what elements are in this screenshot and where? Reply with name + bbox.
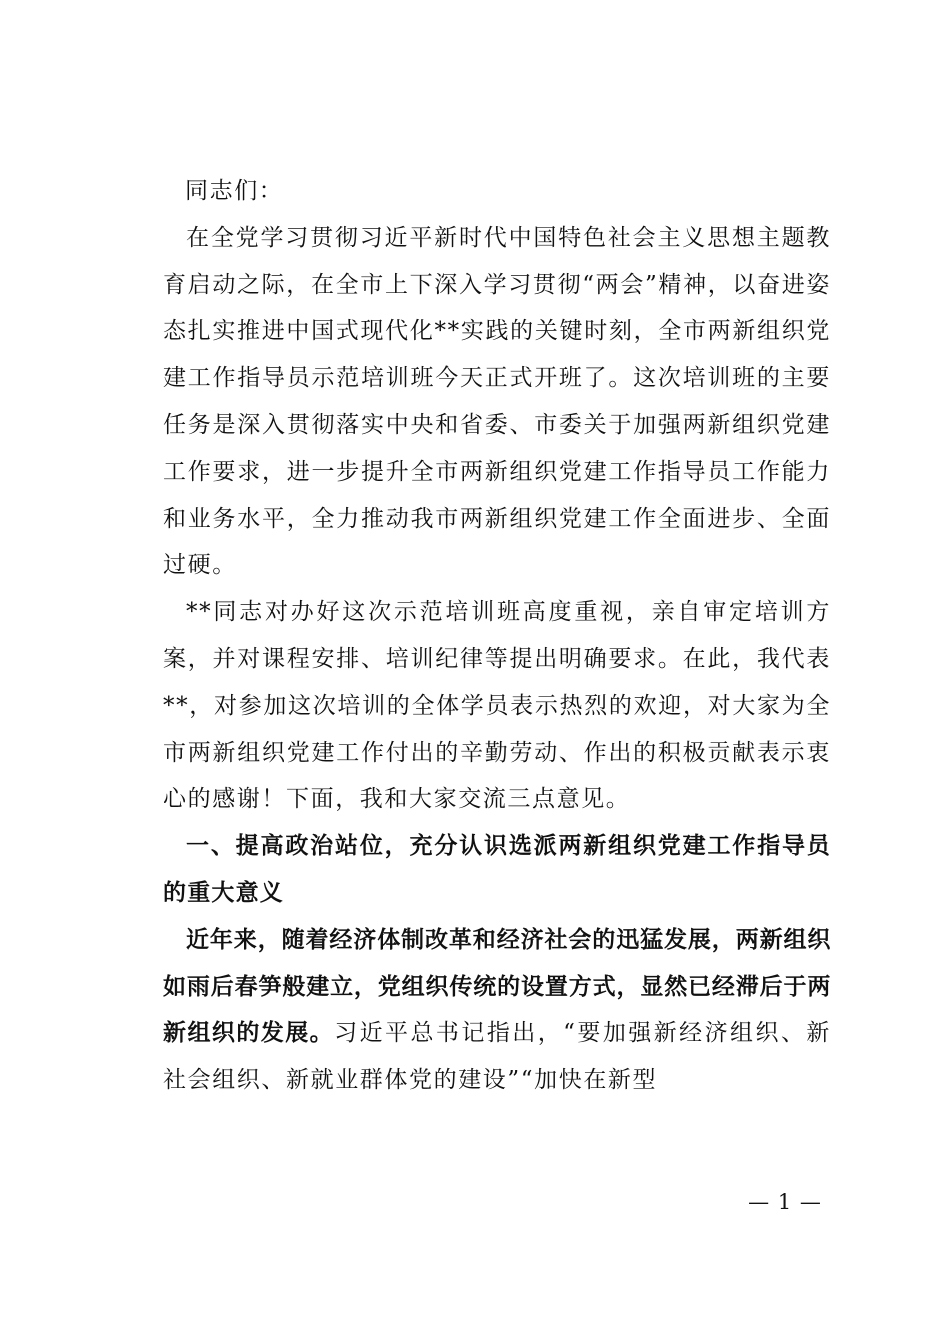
page-number: — 1 — (748, 1190, 822, 1214)
section-paragraph-bold-run: 近年来，随着经济体制改革和经济社会的迅猛发展，两新组织如雨后春笋般建立，党组织传统的设置方式，显然已经滞后于两新组织的发展。 (163, 926, 831, 1047)
section-paragraph-rest: 习近平总书记指出，“要加强新经济组织、新社会组织、新就业群体党的建设”“加快在新型 (163, 1020, 831, 1094)
greeting: 同志们： (185, 178, 284, 204)
section-paragraph (163, 917, 831, 1104)
section-heading: 一、提高政治站位，充分认识选派两新组织党建工作指导员的重大意义 (163, 833, 831, 906)
document-body (163, 168, 831, 1104)
paragraph-acknowledgement: **同志对办好这次示范培训班高度重视，亲自审定培训方案，并对课程安排、培训纪律等提出明确要求。在此，我代表**，对参加这次培训的全体学员表示热烈的欢迎，对大家为全市两新组织党建工作付出的辛勤劳动、作出的积极贡献表示衷心的感谢！下面，我和大家交流三点意见。 (163, 599, 831, 813)
paragraph-intro: 在全党学习贯彻习近平新时代中国特色社会主义思想主题教育启动之际，在全市上下深入学习贯彻“两会”精神，以奋进姿态扎实推进中国式现代化**实践的关键时刻，全市两新组织党建工作指导员示范培训班今天正式开班了。这次培训班的主要任务是深入贯彻落实中央和省委、市委关于加强两新组织党建工作要求，进一步提升全市两新组织党建工作指导员工作能力和业务水平，全力推动我市两新组织党建工作全面进步、全面过硬。 (163, 224, 831, 579)
